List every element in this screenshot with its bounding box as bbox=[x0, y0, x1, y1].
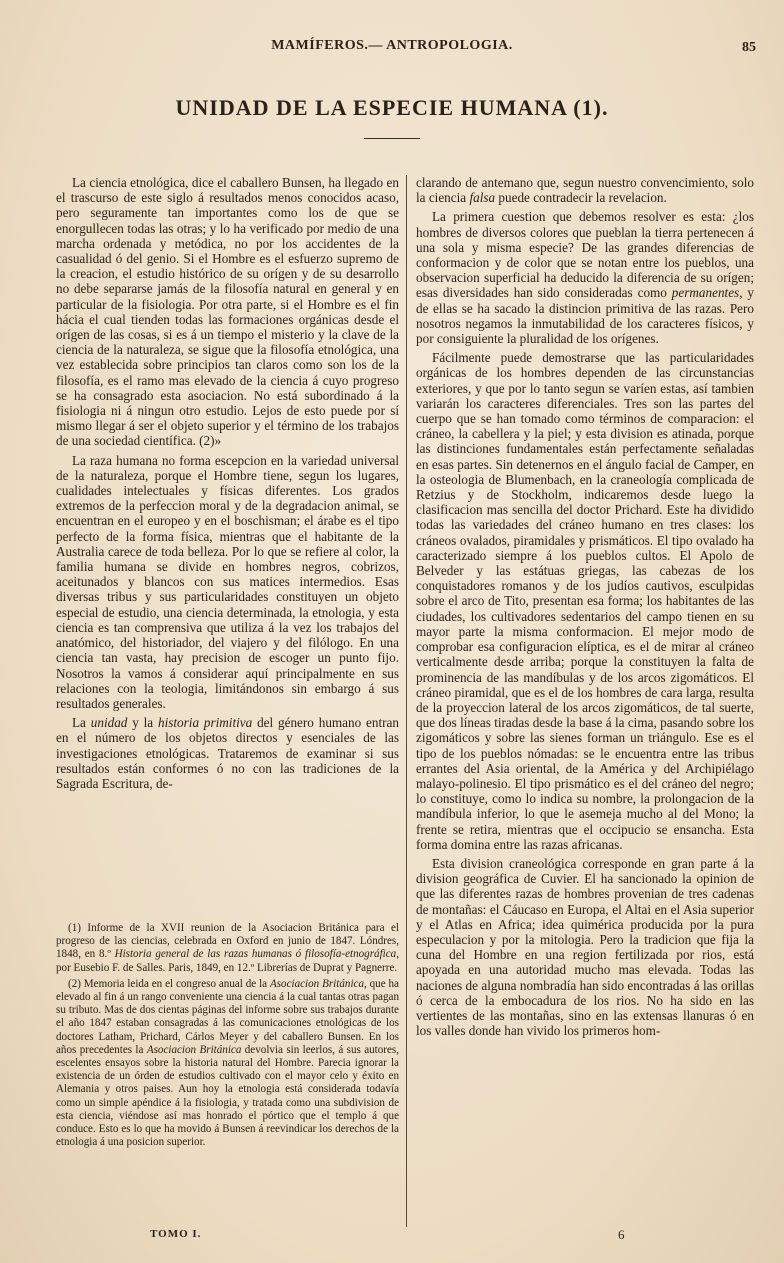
running-title: MAMÍFEROS.— ANTROPOLOGIA. bbox=[271, 38, 513, 53]
footnote-2 bbox=[56, 978, 399, 1150]
text-run: y la bbox=[127, 715, 158, 731]
text-run: clarando de antemano que, segun nuestro convencimiento, solo la ciencia bbox=[416, 175, 754, 206]
text-run: , y de ellas se ha sacado la distincion primitiva de las razas. Pero nosotros negamos la inmutabilidad de los caracteres físicos, y por consiguiente la pluralidad de los orígenes. bbox=[416, 285, 754, 347]
page-number: 85 bbox=[742, 40, 756, 55]
emphasis: Historia general de las razas humanas ó filosofía-etnográfica bbox=[114, 948, 397, 961]
emphasis: Asociacion Británica bbox=[269, 977, 364, 990]
text-run: , que ha elevado al fin á un rango conveniente una ciencia á la cual tantas otras pagan su tributo. Mas de dos cientas páginas del informe sobre sus trabajos durante el año 1847 estaban consagradas á las comunicaciones etnológicas de los doctores Latham, Prichard, Cárlos Meyer y del caballero Bunsen. En los años precedentes la bbox=[56, 977, 399, 1056]
text-run: puede contradecir la revelacion. bbox=[495, 190, 667, 206]
emphasis: historia primitiva bbox=[158, 715, 253, 731]
right-paragraph-2 bbox=[416, 209, 754, 346]
emphasis: falsa bbox=[469, 190, 496, 206]
footnotes bbox=[56, 922, 399, 1152]
right-paragraph-1 bbox=[416, 175, 754, 205]
title-rule bbox=[364, 138, 420, 139]
volume-signature: TOMO I. bbox=[150, 1228, 202, 1240]
text-run: del género humano entran en el número de los objetos directos y esenciales de las investigaciones etnológicas. Trataremos de examinar si sus resultados están conformes ó no con las tradiciones de la Sagrada Escritura, de- bbox=[56, 715, 399, 791]
emphasis: Asociacion Británica bbox=[146, 1043, 242, 1056]
text-run: , por Eusebio F. de Salles. Paris, 1849, en 12.º Librerías de Duprat y Pagnerre. bbox=[56, 948, 400, 974]
text-run: La bbox=[72, 715, 91, 731]
left-paragraph-2: La raza humana no forma escepcion en la variedad universal de la naturaleza, porque el Hombre tiene, segun los lugares, cualidades intelectuales y físicas diferentes. Los grados extremos de la perfeccion moral y de la degradacion animal, se encuentran en el europeo y en el boschisman; el árabe es el tipo perfecto de la forma física, mientras que el habitante de la Australia carece de toda belleza. Por lo que se refiere al color, la familia humana se divide en hombres negros, cobrizos, aceitunados y blancos con sus matices intermedios. Esas diversas tribus y sus particularidades constituyen un objeto especial de estudio, una ciencia determinada, la etnologia, y esta ciencia es tan comprensiva que utiliza á la vez los trabajos del anatómico, del historiador, del viajero y del filólogo. En una ciencia tan vasta, hay precision de escoger un punto fijo. Nosotros la vamos á considerar aquí principalmente en sus relaciones con la teologia, limitándonos sin embargo á sus resultados generales. bbox=[56, 452, 399, 711]
right-column bbox=[416, 175, 754, 1042]
right-paragraph-4: Esta division craneológica corresponde en gran parte á la division geográfica de Cuvier. El ha sancionado la opinion de que las diferentes razas de hombres provenian de tres cadenas de montañas: el Cáucaso en Europa, el Altai en el Asia superior y el Atlas en Africa; idea quimérica producida por la pura especulacion y por la mitologia. Pero la tradicion que fija la cuna del Hombre en una region fertilizada por rios, está apoyada en una autoridad mucho mas elevada. Todas las naciones de alguna nombradía han sido encontradas á las orillas ó cerca de la embocadura de los rios. No ha sido en las vertientes de las montañas, sino en las extensas llanuras ó en los valles donde han vivido los primeros hom- bbox=[416, 855, 754, 1039]
right-paragraph-3: Fácilmente puede demostrarse que las particularidades orgánicas de los hombres dependen de las circunstancias exteriores, y que por lo tanto segun se varíen estas, así tambien variarán los caracteres diferenciales. Tres son las partes del cuerpo que se han tomado como términos de comparacion: el cráneo, la cabellera y la piel; y esta division es atinada, porque las distinciones fundamentales están perfectamente señaladas en esas partes. Sin detenernos en el ángulo facial de Camper, en la osteologia de Blumenbach, en la craneología complicada de Retzius y de Stockholm, indicaremos desde luego la clasificacion mas sencilla del doctor Prichard. Este ha dividido todas las variedades del cráneo humano en tres clases: los cráneos ovalados, piramidales y prismáticos. El tipo ovalado ha caracterizado siempre á los pueblos cultos. El Apolo de Belveder y las estátuas griegas, las cabezas de los conquistadores romanos y de los judíos cautivos, esculpidas sobre el arco de Tito, presentan esa forma; los habitantes de las ciudades, los cultivadores sedentarios del campo tienen en su mayor parte la misma conformacion. El mejor modo de comprobar esa configuracion elíptica, es el de mirar al cráneo verticalmente desde arriba; porque la constituyen la falta de prominencia de las mandíbulas y de los arcos zigomáticos. El cráneo piramidal, que es el de los hombres de cara larga, resulta de la proyeccion lateral de los arcos zigomáticos, de tal suerte, que dos líneas tiradas desde la base á la cima, pasando sobre los zigomáticos y sobre las sienes forman un triángulo. Ese es el tipo de los pueblos nómadas: se le encuentra entre las tribus errantes del Asia oriental, de la América y del Archipiélago malayo-polinesio. El tipo prismático es el del cráneo del negro; lo constituye, como lo indica su nombre, la prolongacion de la mandíbula inferior, lo que le asemeja mucho al del Mono; la frente se retira, mientras que el occipucio se ensancha. Esta forma domina entre las razas africanas. bbox=[416, 350, 754, 852]
running-head bbox=[0, 38, 784, 62]
left-paragraph-1: La ciencia etnológica, dice el caballero Bunsen, ha llegado en el trascurso de este siglo á resultados menos conocidos acaso, pero seguramente tan importantes como los de que se enorgullecen todas las otras; y lo ha verificado por medio de una marcha ordenada y metódica, no por los accidentes de la casualidad ó del genio. Si el Hombre es el esfuerzo supremo de la creacion, el estudio histórico de su orígen y de su desarrollo no debe separarse jamás de la filosofía natural en general y en particular de la fisiologia. Por otra parte, si el Hombre es el fin hácia el cual tienden todas las formaciones orgánicas desde el orígen de las cosas, si es á un tiempo el misterio y la clave de la ciencia de la naturaleza, se sigue que la filosofía etnológica, una vez establecida sobre principios tan claros como son los de la filosofía, es el ramo mas elevado de la ciencia á cuyo progreso se ha consagrado esta asociacion. No está subordinado á la fisiologia ni á ningun otro estudio. Lejos de esto puede por sí mismo llegar á ser el objeto superior y el término de los trabajos de una sociedad científica. (2)» bbox=[56, 175, 399, 449]
left-column bbox=[56, 175, 399, 795]
article-title: UNIDAD DE LA ESPECIE HUMANA (1). bbox=[175, 95, 609, 120]
text-run: (1) Informe de la XVII reunion de la Asociacion Británica para el progreso de las ciencias, celebrada en Oxford en junio de 1847. Lóndres, 1848, en 8.º bbox=[56, 922, 399, 961]
footnote-1 bbox=[56, 922, 399, 975]
left-paragraph-3 bbox=[56, 715, 399, 791]
text-run: (2) Memoria leida en el congreso anual de la bbox=[68, 977, 270, 990]
column-divider bbox=[406, 175, 407, 1227]
emphasis: permanentes bbox=[671, 285, 740, 301]
text-run: La primera cuestion que debemos resolver es esta: ¿los hombres de diversos colores que pueblan la tierra pertenecen á una sola y misma especie? De las grandes diferencias de conformacion y de color que se notan entre los pueblos, una observacion superficial ha deducido la diferencia de su orígen; esas diversidades han sido consideradas como bbox=[416, 209, 754, 301]
gathering-signature: 6 bbox=[618, 1227, 625, 1242]
text-run: devolvia sin leerlos, á sus autores, escelentes ensayos sobre la historia natural del Hombre. Parecia ignorar la existencia de un órden de estudios cultivado con el mayor celo y éxito en Alemania y otros paises. Aun hoy la etnologia está considerada todavía como un simple apéndice á la fisiologia, y tratada como una subdivision de esta ciencia, viéndose así mas honrado el pórtico que el templo á que conduce. Esto es lo que ha movido á Bunsen á reevindicar los derechos de la etnologia á una posicion superior. bbox=[56, 1043, 400, 1149]
emphasis: unidad bbox=[90, 715, 128, 731]
